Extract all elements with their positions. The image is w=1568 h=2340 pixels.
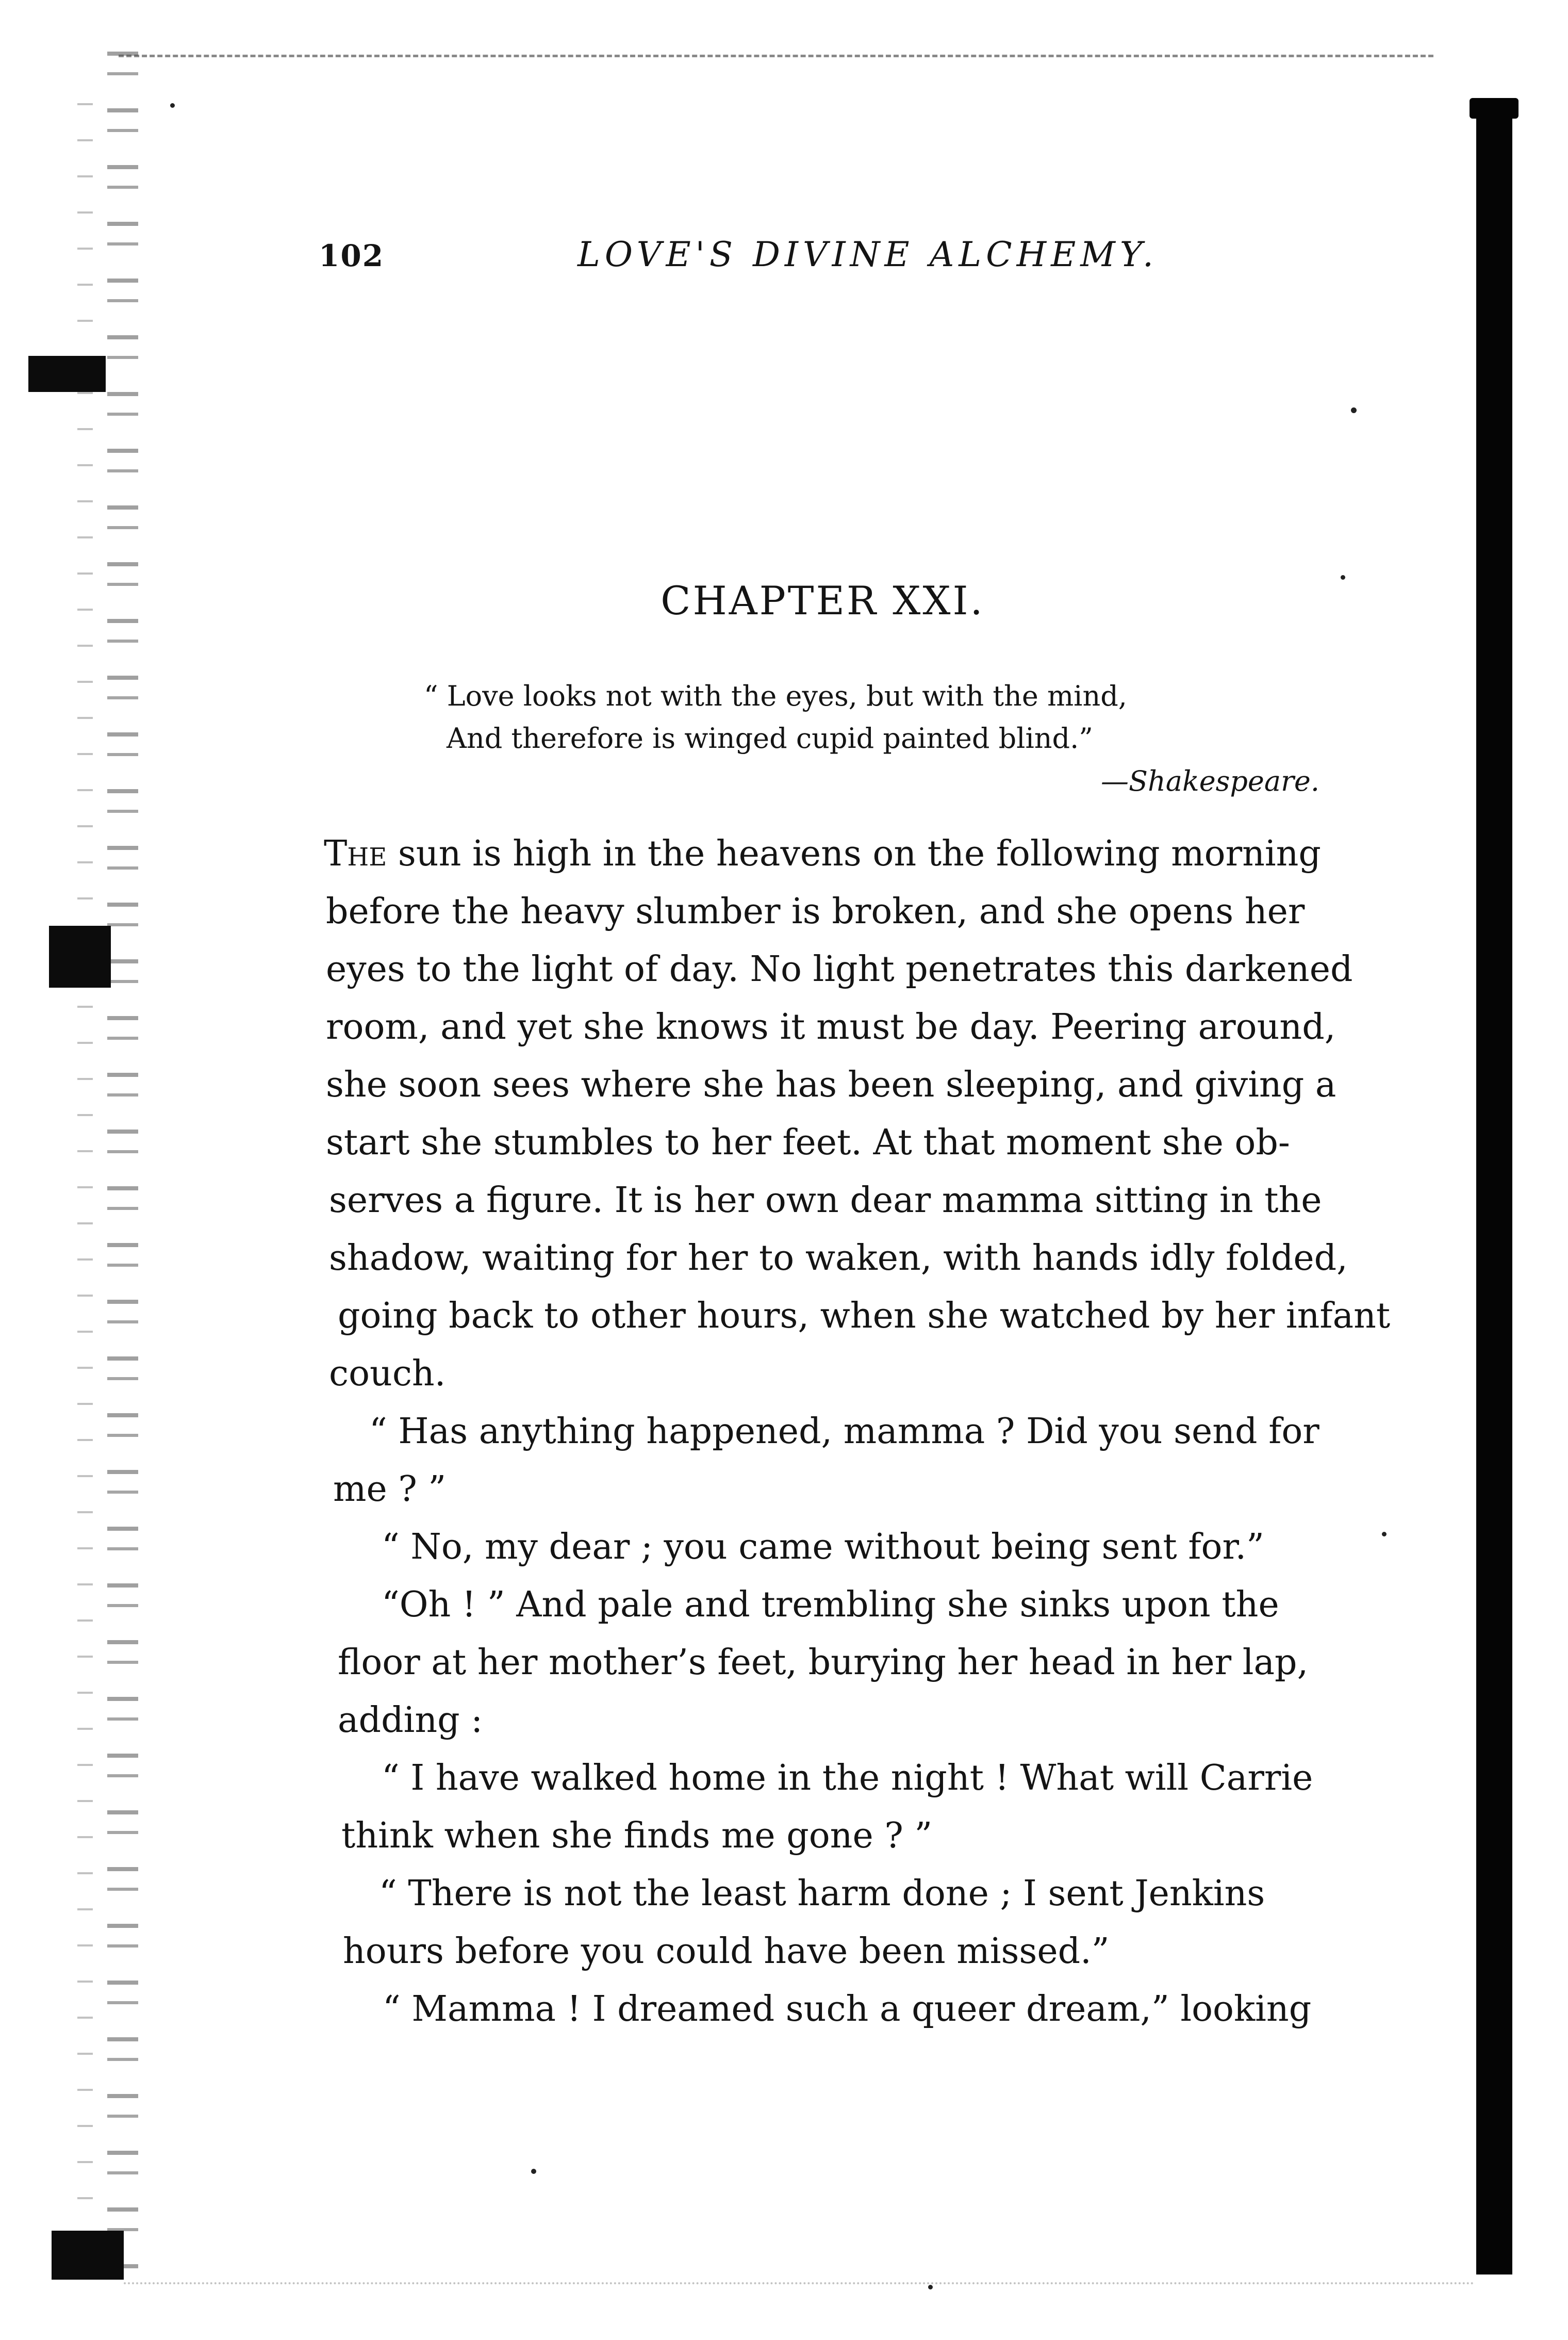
- body-line: room, and yet she knows it must be day. Peering around,: [326, 1007, 1336, 1048]
- body-line: eyes to the light of day. No light penetrates this darkened: [326, 949, 1353, 990]
- page-number: 102: [319, 238, 385, 273]
- body-line: couch.: [329, 1353, 446, 1394]
- scan-speck: [170, 103, 175, 108]
- scan-top-edge: [119, 55, 1433, 57]
- body-line: think when she finds me gone ? ”: [341, 1815, 933, 1856]
- body-line: going back to other hours, when she watched by her infant: [338, 1296, 1391, 1336]
- body-line: hours before you could have been missed.”: [343, 1931, 1110, 1972]
- body-line: me ? ”: [333, 1469, 447, 1510]
- scan-right-gutter-shadow: [1476, 103, 1512, 2274]
- scan-bottom-edge: [124, 2282, 1475, 2284]
- body-line: “Oh ! ” And pale and trembling she sinks upon the: [382, 1584, 1279, 1625]
- body-line: shadow, waiting for her to waken, with hands idly folded,: [329, 1238, 1348, 1279]
- body-line: “ Mamma ! I dreamed such a queer dream,” looking: [383, 1989, 1312, 2030]
- body-line: [324, 833, 1321, 874]
- body-line: “ There is not the least harm done ; I sent Jenkins: [379, 1873, 1265, 1914]
- epigraph-line: And therefore is winged cupid painted blind.”: [447, 722, 1093, 755]
- scan-speck: [531, 2169, 536, 2174]
- body-line: “ No, my dear ; you came without being sent for.”: [382, 1527, 1264, 1567]
- body-line: “ Has anything happened, mamma ? Did you send for: [369, 1411, 1319, 1452]
- drop-word: The: [324, 833, 387, 874]
- scan-ink-block: [28, 356, 106, 392]
- body-line: serves a figure. It is her own dear mamma sitting in the: [329, 1180, 1322, 1221]
- body-line: before the heavy slumber is broken, and she opens her: [326, 891, 1305, 932]
- scan-left-binding-edge: [107, 52, 138, 2280]
- body-line: she soon sees where she has been sleeping, and giving a: [326, 1065, 1336, 1105]
- body-line: adding :: [338, 1700, 483, 1741]
- chapter-heading: CHAPTER XXI.: [661, 578, 985, 624]
- epigraph-line: “ Love looks not with the eyes, but with the mind,: [424, 680, 1127, 712]
- scan-ink-block: [49, 926, 111, 988]
- body-line: “ I have walked home in the night ! What will Carrie: [382, 1758, 1313, 1798]
- scan-ink-block: [52, 2231, 124, 2280]
- scan-speck: [1382, 1532, 1387, 1536]
- body-line: start she stumbles to her feet. At that moment she ob-: [326, 1122, 1290, 1163]
- scan-left-margin-marks: [77, 103, 93, 2269]
- scan-speck: [1351, 407, 1357, 413]
- running-title: LOVE'S DIVINE ALCHEMY.: [577, 235, 1158, 274]
- body-line: floor at her mother’s feet, burying her head in her lap,: [338, 1642, 1309, 1683]
- epigraph-source: —Shakespeare.: [1101, 765, 1320, 797]
- scan-speck: [928, 2285, 933, 2289]
- body-line-text: sun is high in the heavens on the following morning: [387, 833, 1321, 874]
